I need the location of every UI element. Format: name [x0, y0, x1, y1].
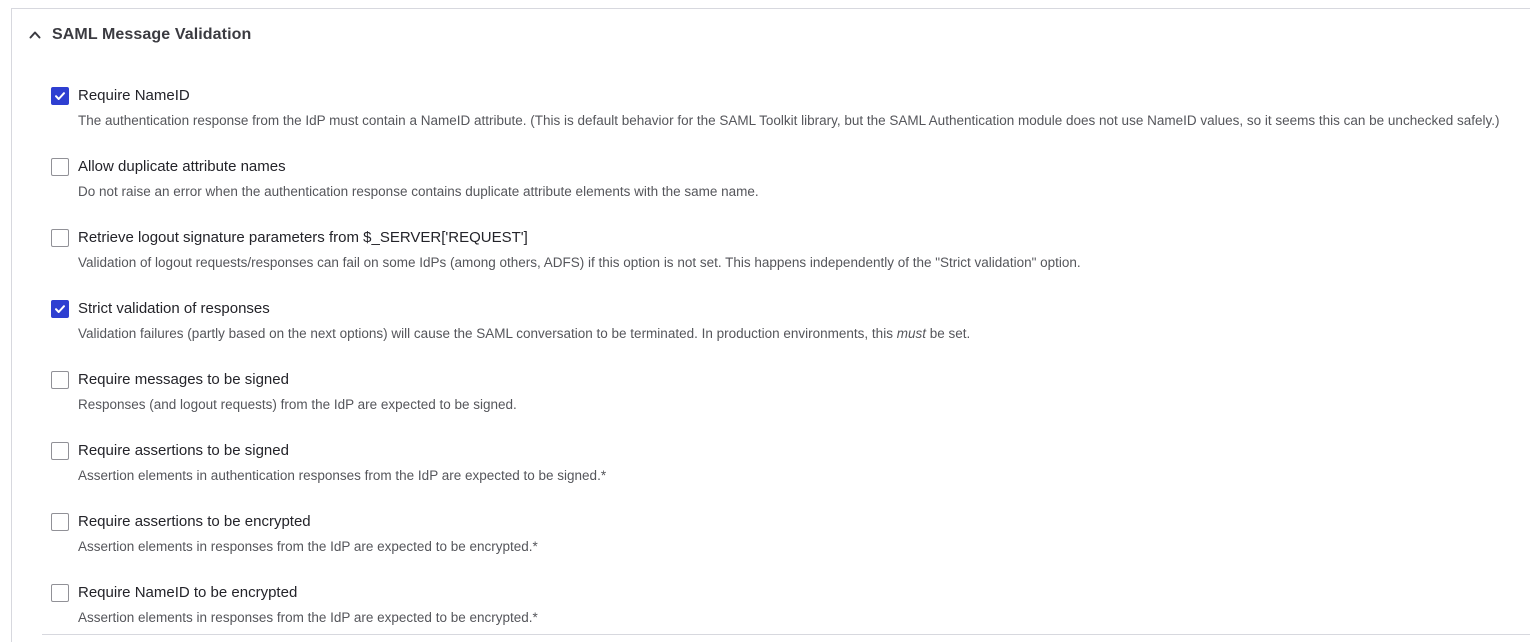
checkbox-description: Validation failures (partly based on the next options) will cause the SAML conversation to be terminated. In production environments, this must be set. — [78, 326, 971, 341]
checkbox-text — [78, 441, 606, 485]
checkbox-description: Assertion elements in responses from the IdP are expected to be encrypted.* — [78, 610, 538, 625]
checkbox-text — [78, 299, 970, 343]
checkbox-text — [78, 228, 1081, 272]
checkbox[interactable] — [51, 371, 69, 389]
checkbox[interactable] — [51, 87, 69, 105]
checkbox-description: Validation of logout requests/responses can fail on some IdPs (among others, ADFS) if this option is not set. This happens independently of the "Strict validation" option. — [78, 255, 1081, 270]
checkbox-row — [51, 228, 1510, 272]
checkbox[interactable] — [51, 158, 69, 176]
checkbox-description: Do not raise an error when the authentication response contains duplicate attribute elements with the same name. — [78, 184, 759, 199]
checkbox-label[interactable]: Require assertions to be encrypted — [78, 513, 311, 530]
checkbox[interactable] — [51, 442, 69, 460]
checkbox-row — [51, 299, 1510, 343]
checkbox-row — [51, 370, 1510, 414]
section-title: SAML Message Validation — [52, 26, 252, 43]
checkbox-label[interactable]: Require assertions to be signed — [78, 442, 289, 459]
checkbox-row — [51, 86, 1510, 130]
checkbox-text — [78, 512, 538, 556]
checkbox-text — [78, 157, 759, 201]
chevron-up-icon — [28, 28, 42, 42]
checkbox-text — [78, 370, 517, 414]
checkbox-row — [51, 441, 1510, 485]
section-header-toggle[interactable] — [12, 9, 1530, 44]
checkbox-row — [51, 157, 1510, 201]
checkbox-list — [12, 44, 1530, 627]
checkbox[interactable] — [51, 513, 69, 531]
checkbox-description: Assertion elements in responses from the IdP are expected to be encrypted.* — [78, 539, 538, 554]
section-divider — [42, 634, 1530, 635]
checkbox-label[interactable]: Allow duplicate attribute names — [78, 158, 286, 175]
checkbox-label[interactable]: Require NameID to be encrypted — [78, 584, 298, 601]
checkmark-icon — [54, 90, 66, 102]
checkbox[interactable] — [51, 584, 69, 602]
checkmark-icon — [54, 303, 66, 315]
checkbox-label[interactable]: Strict validation of responses — [78, 300, 270, 317]
checkbox-row — [51, 512, 1510, 556]
checkbox-label[interactable]: Retrieve logout signature parameters from $_SERVER['REQUEST'] — [78, 229, 528, 246]
checkbox-description: Assertion elements in authentication responses from the IdP are expected to be signed.* — [78, 468, 607, 483]
checkbox-text — [78, 583, 538, 627]
checkbox[interactable] — [51, 300, 69, 318]
checkbox-label[interactable]: Require messages to be signed — [78, 371, 289, 388]
checkbox-text — [78, 86, 1500, 130]
checkbox-label[interactable]: Require NameID — [78, 87, 190, 104]
checkbox[interactable] — [51, 229, 69, 247]
checkbox-description: The authentication response from the IdP must contain a NameID attribute. (This is default behavior for the SAML Toolkit library, but the SAML Authentication module does not use NameID values, so it seems this can be unchecked safely.) — [78, 113, 1500, 128]
saml-message-validation-section — [11, 8, 1530, 642]
checkbox-row — [51, 583, 1510, 627]
checkbox-description: Responses (and logout requests) from the IdP are expected to be signed. — [78, 397, 517, 412]
